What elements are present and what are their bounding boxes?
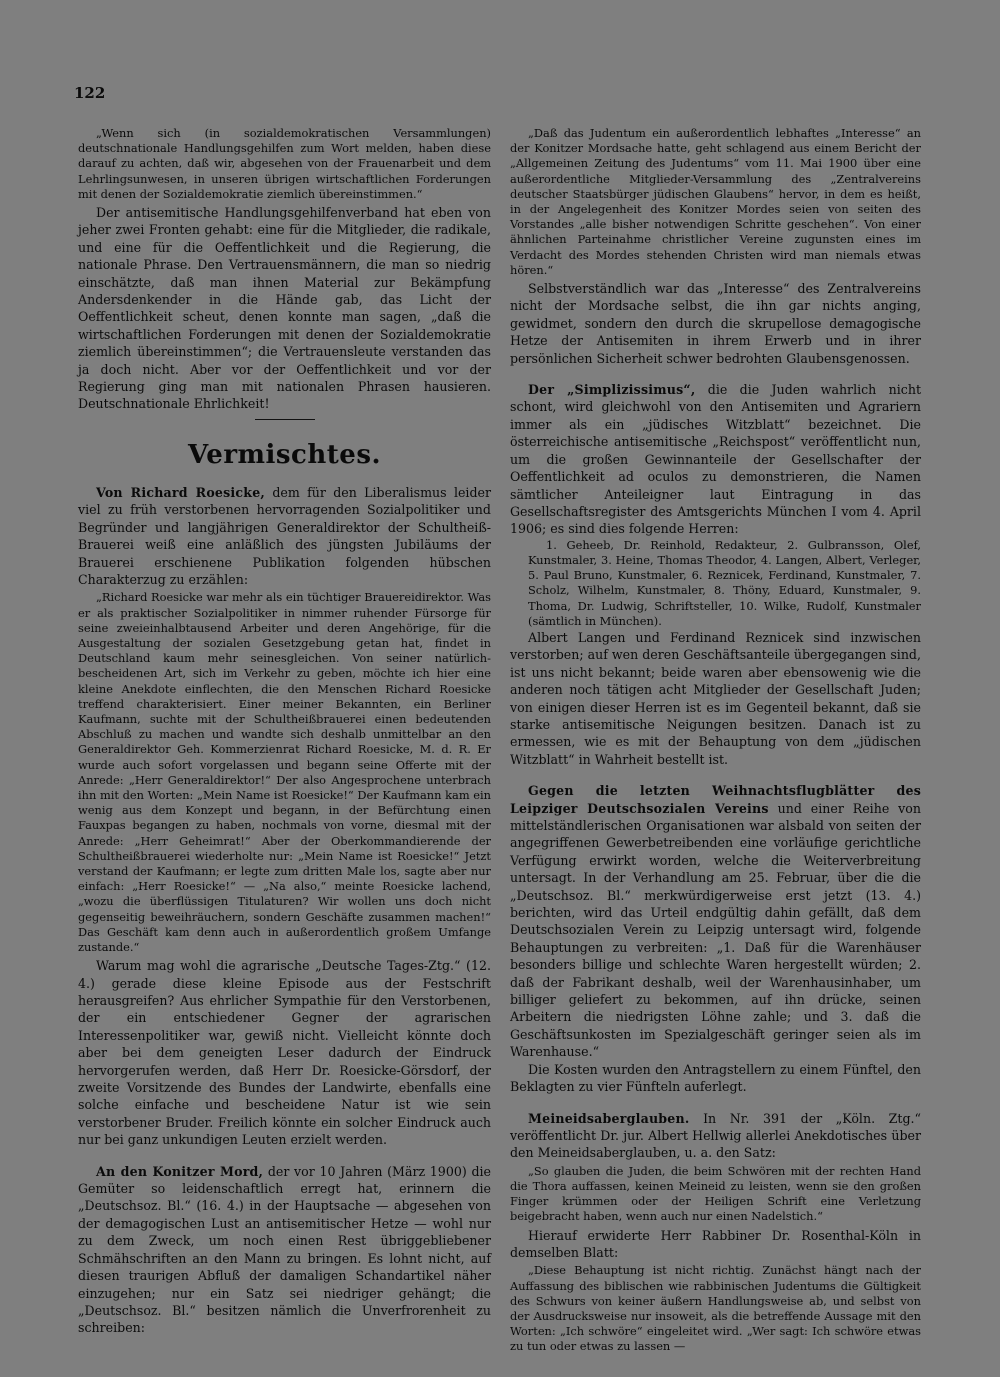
paragraph-meineid-reply: Hierauf erwiderte Herr Rabbiner Dr. Rosenthal-Köln in demselben Blatt:: [510, 1227, 921, 1260]
paragraph-konitz-comment: Selbstverständlich war das „Interesse“ des Zentralvereins nicht der Mordsache selbst, die ihn gar nichts anging, gewidmet, sondern den durch die skrupellose demagogische Hetze der Antisemiten in ihrem Erwerb und in ihrer persönlichen Sicherheit schwer bedrohten Glaubensgenossen.: [510, 281, 921, 366]
text-flugblaetter: und einer Reihe von mittelständlerischen Organisationen war alsbald von seiten der angegriffenen Gewerbetreibenden eine vorläufige gerichtliche Verfügung erwirkt worden, welche die Weiterverbreitung untersagt. In der Verhandlung am 25. Februar, über die die „Deutschsoz. Bl.“ merkwürdigerweise erst jetzt (13. 4.) berichten, wird das Urteil endgültig dahin gefällt, daß dem Deutschsozialen Verein zu Leipzig untersagt wird, folgende Behauptungen zu verbreiten: „1. Daß für die Warenhäuser besonders billige und schlechte Waren hergestellt würden; 2. daß der Fabrikant deshalb, weil der Warenhausinhaber, um billiger geliefert zu bekommen, auf ihn drücke, seinen Arbeitern die niedrigsten Löhne zahle; und 3. daß die Geschäftsunkosten im Spezialgeschäft geringer seien als im Warenhause.“: [510, 800, 921, 1060]
lead-konitz: An den Konitzer Mord,: [96, 1163, 264, 1179]
list-anteileigner: 1. Geheeb, Dr. Reinhold, Redakteur, 2. Gulbransson, Olef, Kunstmaler, 3. Heine, Thomas Theodor, 4. Langen, Albert, Verleger, 5. Paul Bruno, Kunstmaler, 6. Reznicek, Ferdinand, Kunstmaler, 7. Scholz, Wilhelm, Kunstmaler, 8. Thöny, Eduard, Kunstmaler, 9. Thoma, Dr. Ludwig, Schriftsteller, 10. Wilke, Rudolf, Kunstmaler (sämtlich in München).: [528, 537, 921, 628]
lead-meineid: Meineidsaberglauben.: [528, 1110, 690, 1126]
text-simplizissimus: die die Juden wahrlich nicht schont, wird gleichwohl von den Antisemiten und Agrariern immer als ein „jüdisches Witzblatt“ bezeichnet. Die österreichische antisemitische „Reichspost“ veröffentlicht nun, um die großen Gewinnanteile der Gesellschafter der Oeffentlichkeit ad oculos zu demonstrieren, die Namen sämtlicher Anteileigner laut Eintragung in das Gesellschaftsregister des Amtsgerichts München I vom 4. April 1906; es sind dies folgende Herren:: [510, 382, 922, 537]
paragraph-konitz: [78, 1163, 491, 1337]
text-meineid: In Nr. 391 der „Köln. Ztg.“ veröffentlicht Dr. jur. Albert Hellwig allerlei Anekdotisches über den Meineidsaberglauben, u. a. den Satz:: [510, 1110, 921, 1161]
paragraph-flugblaetter-comment: Die Kosten wurden den Antragstellern zu einem Fünftel, den Beklagten zu vier Fünfteln auferlegt.: [510, 1061, 921, 1095]
section-heading: Vermischtes.: [187, 439, 382, 470]
paragraph-roesicke-intro: [78, 484, 491, 588]
lead-roesicke: Von Richard Roesicke,: [96, 484, 265, 500]
lead-simplizissimus: Der „Simplizissimus“,: [528, 382, 696, 398]
paragraph-simplizissimus-comment: Albert Langen und Ferdinand Reznicek sind inzwischen verstorben; auf wen deren Geschäftsanteile übergegangen sind, ist uns nicht bekannt; beide waren aber ebensowenig wie die anderen noch tätigen acht Mitglieder der Gesellschaft Juden; von einigen dieser Herren ist es im Gegenteil bekannt, daß sie starke antisemitische Neigungen besitzen. Danach ist zu ermessen, wie es mit der Behauptung von dem „jüdischen Witzblatt“ in Wahrheit bestellt ist.: [510, 629, 921, 767]
section-divider: [255, 419, 315, 420]
paragraph-meineid: [510, 1110, 921, 1162]
quote-konitz: „Daß das Judentum ein außerordentlich lebhaftes „Interesse“ an der Konitzer Mordsache hatte, geht schlagend aus einem Bericht der „Allgemeinen Zeitung des Judentums“ vom 11. Mai 1900 über eine außerordentliche Mitglieder-Versammlung des „Zentralvereins deutscher Staatsbürger jüdischen Glaubens“ hervor, in dem es heißt, in der Angelegenheit des Konitzer Mordes seien von seiten des Vorstandes „alle bisher notwendigen Schritte geschehen“. Von einer ähnlichen Parteinahme christlicher Vereine zugunsten eines im Verdacht des Mordes stehenden Christen wird man niemals etwas hören.“: [510, 126, 921, 277]
text-roesicke-intro: dem für den Liberalismus leider viel zu früh verstorbenen hervorragenden Sozialpolitiker und Begründer und langjährigen Generaldirektor der Schultheiß-Brauerei weiß eine anläßlich des jüngsten Jubiläums der Brauerei erschienene Publikation folgenden hübschen Charakterzug zu erzählen:: [78, 484, 491, 587]
quote-handlungsgehilfen: „Wenn sich (in sozialdemokratischen Versammlungen) deutschnationale Handlungsgehilfen zum Wort melden, haben diese darauf zu achten, daß wir, abgesehen von der Frauenarbeit und dem Lehrlingsunwesen, in unseren übrigen wirtschaftlichen Forderungen mit denen der Sozialdemokratie ziemlich übereinstimmen.“: [78, 126, 491, 201]
lead-flugblaetter: Gegen die letzten Weihnachtsflugblätter des Leipziger Deutschsozialen Vereins: [510, 783, 921, 816]
text-konitz: der vor 10 Jahren (März 1900) die Gemüter so leidenschaftlich erregt hat, erinnern die „Deutschsoz. Bl.“ (16. 4.) in der Hauptsache — abgesehen von der demagogischen Lust an antisemitischer Hetze — wohl nur zu dem Zweck, um noch einen Rest übriggebliebener Schmähschriften an den Mann zu bringen. Es lohnt nicht, auf diesen traurigen Abfluß der damaligen Schandartikel näher einzugehen; nur ein Satz sei niedriger gehängt; die „Deutschsoz. Bl.“ besitzen nämlich die Unverfrorenheit zu schreiben:: [78, 1163, 491, 1336]
quote-meineid-reply: „Diese Behauptung ist nicht richtig. Zunächst hängt nach der Auffassung des biblischen wie rabbinischen Judentums die Gültigkeit des Schwurs von keiner äußern Handlungsweise ab, und selbst von der Ausdrucksweise nur insoweit, als die betreffende Aussage mit den Worten: „Ich schwöre“ eingeleitet wird. „Wer sagt: Ich schwöre etwas zu tun oder etwas zu lassen —: [510, 1263, 921, 1354]
paragraph-roesicke-comment: Warum mag wohl die agrarische „Deutsche Tages-Ztg.“ (12. 4.) gerade diese kleine Episode aus der Festschrift herausgreifen? Aus ehrlicher Sympathie für den Verstorbenen, der ein entschiedener Gegner der agrarischen Interessenpolitiker war, gewiß nicht. Vielleicht könnte doch aber bei dem geneigten Leser dadurch der Eindruck hervorgerufen werden, daß Herr Dr. Roesicke-Görsdorf, der zweite Vorsitzende des Bundes der Landwirte, ebenfalls eine solche einfache und bescheidene Natur ist wie sein verstorbener Bruder. Freilich könnte ein solcher Eindruck auch nur bei ganz unkundigen Leuten erzielt werden.: [78, 958, 491, 1148]
paragraph-flugblaetter: [510, 782, 921, 1061]
paragraph-simplizissimus: [510, 381, 921, 538]
page-number: 122: [74, 84, 106, 102]
left-column: [78, 124, 491, 1337]
paragraph-handlungsgehilfenverband: Der antisemitische Handlungsgehilfenverband hat eben von jeher zwei Fronten gehabt: eine für die Mitglieder, die radikale, und eine für die Oeffentlichkeit und die Regierung, die nationale Phrase. Den Vertrauensmännern, die man so niedrig einschätzte, daß man ihnen Material zur Bekämpfung Andersdenkender in die Hände gab, das Licht der Oeffentlichkeit scheut, denen konnte man sagen, „daß die wirtschaftlichen Forderungen mit denen der Sozialdemokratie ziemlich übereinstimmen“; die Vertrauensleute verstanden das ja doch nicht. Aber vor der Oeffentlichkeit und vor der Regierung ging man mit nationalen Phrasen hausieren. Deutschnationale Ehrlichkeit!: [78, 205, 491, 412]
quote-roesicke: „Richard Roesicke war mehr als ein tüchtiger Brauereidirektor. Was er als praktischer Sozialpolitiker in nimmer ruhender Fürsorge für seine zweieinhalbtausend Arbeiter und deren Angehörige, für die Ausgestaltung der sozialen Gesetzgebung getan hat, findet in Deutschland kaum mehr seinesgleichen. Von seiner natürlich-bescheidenen Art, sich im Verkehr zu geben, möchte ich hier eine kleine Anekdote einflechten, die den Menschen Richard Roesicke treffend charakterisiert. Einer meiner Bekannten, ein Berliner Kaufmann, suchte mit der Schultheißbrauerei einen bedeutenden Abschluß zu machen und wandte sich deshalb unmittelbar an den Generaldirektor Geh. Kommerzienrat Richard Roesicke, M. d. R. Er wurde auch sofort vorgelassen und begann seine Offerte mit der Anrede: „Herr Generaldirektor!“ Der also Angesprochene unterbrach ihn mit den Worten: „Mein Name ist Roesicke!“ Der Kaufmann kam ein wenig aus dem Konzept und begann, in der Befürchtung einen Fauxpas begangen zu haben, nochmals von vorne, diesmal mit der Anrede: „Herr Geheimrat!“ Aber der Oberkommandierende der Schultheißbrauerei wiederholte nur: „Mein Name ist Roesicke!“ Jetzt verstand der Kaufmann; er legte zum dritten Male los, sagte aber nur einfach: „Herr Roesicke!“ — „Na also,“ meinte Roesicke lachend, „wozu die überflüssigen Titulaturen? Wir wollen uns doch nicht gegenseitig beweihräuchern, sondern Geschäfte zusammen machen!“ Das Geschäft kam denn auch in außerordentlich großem Umfange zustande.“: [78, 590, 491, 954]
quote-meineid: „So glauben die Juden, die beim Schwören mit der rechten Hand die Thora auffassen, keinen Meineid zu leisten, wenn sie den großen Finger krümmen oder der Heiligen Schrift eine Verletzung beigebracht haben, wenn auch nur einen Nadelstich.“: [510, 1163, 921, 1224]
right-column: [510, 124, 921, 1357]
